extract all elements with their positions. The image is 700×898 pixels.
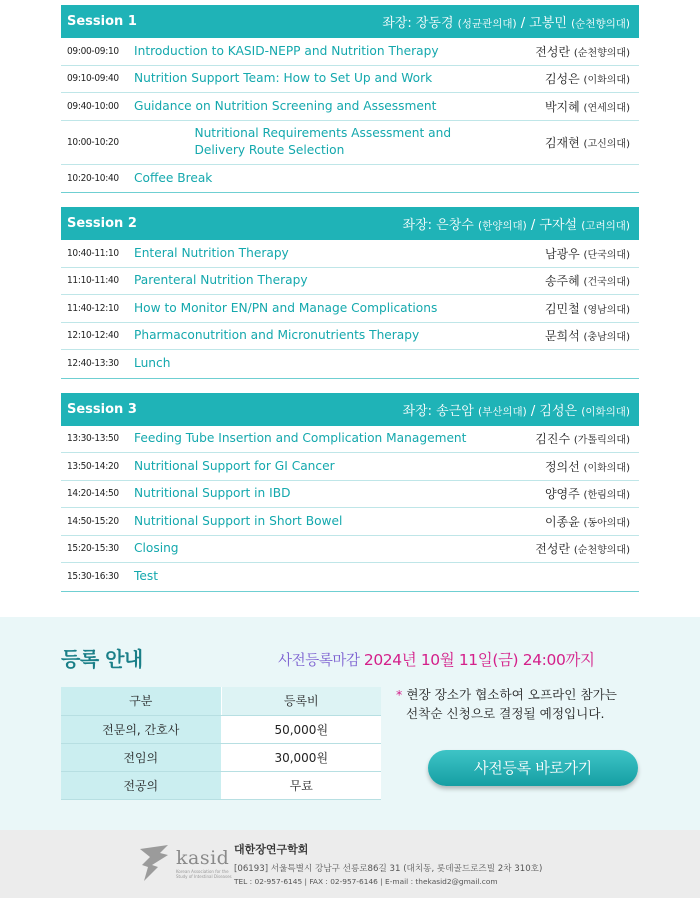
- chair-name: 고봉민: [529, 16, 567, 31]
- fee-header-fee: 등록비: [221, 687, 381, 715]
- speaker-name: 김민철: [544, 301, 580, 316]
- speaker-name: 김재현: [544, 135, 580, 150]
- speaker-name: 양영주: [544, 487, 580, 502]
- row-time: 15:30-16:30: [67, 571, 119, 583]
- speaker-name: 김성은: [544, 72, 580, 87]
- session-chairs: 좌장: 은창수 (한양의대) / 구자설 (고려의대): [402, 218, 630, 233]
- speaker-affiliation: (영남의대): [583, 304, 630, 316]
- row-topic: Parenteral Nutrition Therapy: [134, 273, 308, 288]
- chair-affiliation: (성균관의대): [457, 18, 517, 30]
- footer: [0, 830, 700, 898]
- speaker-name: 전성란: [535, 542, 571, 557]
- session-header: [61, 207, 639, 240]
- speaker-affiliation: (건국의대): [583, 277, 630, 289]
- speaker-affiliation: (순천향의대): [573, 47, 630, 59]
- session-block: [61, 207, 639, 379]
- row-speaker: [535, 430, 639, 447]
- chair-affiliation: (고려의대): [581, 220, 630, 232]
- row-topic: Lunch: [134, 356, 171, 371]
- fee-category: 전공의: [61, 771, 221, 799]
- session-header: [61, 5, 639, 38]
- logo-text: kasid: [176, 847, 230, 869]
- schedule-row: [61, 323, 639, 351]
- speaker-name: 박지혜: [544, 99, 580, 114]
- chair-prefix: 좌장:: [382, 16, 416, 31]
- row-time: 10:40-11:10: [67, 247, 119, 259]
- row-time: 09:00-09:10: [67, 45, 119, 57]
- row-speaker: [545, 70, 639, 87]
- fee-category: 전문의, 간호사: [61, 715, 221, 743]
- speaker-name: 남광우: [544, 246, 580, 261]
- schedule-row: [61, 426, 639, 454]
- note-line-2: 선착순 신청으로 결정될 예정입니다.: [406, 706, 605, 721]
- schedule-row: [61, 268, 639, 296]
- session-title: Session 1: [67, 14, 137, 29]
- speaker-affiliation: (순천향의대): [573, 545, 630, 557]
- session-block: [61, 393, 639, 592]
- speaker-affiliation: (가톨릭의대): [573, 435, 630, 447]
- speaker-name: 정의선: [544, 459, 580, 474]
- session-rows: [61, 426, 639, 592]
- registration-note: [396, 685, 617, 723]
- schedule-row: [61, 38, 639, 66]
- organization-name: 대한장연구학회: [234, 843, 309, 856]
- speaker-affiliation: (동아의대): [583, 517, 630, 529]
- session-title: Session 3: [67, 401, 137, 417]
- session-title: Session 2: [67, 216, 137, 231]
- row-topic: Pharmaconutrition and Micronutrients Therapy: [134, 328, 420, 343]
- row-topic: How to Monitor EN/PN and Manage Complications: [134, 300, 438, 315]
- row-speaker: [545, 245, 639, 262]
- row-speaker: [545, 134, 639, 151]
- row-topic: Nutritional Support in IBD: [134, 486, 291, 501]
- row-time: 09:40-10:00: [67, 100, 119, 112]
- fee-row: [61, 715, 381, 743]
- speaker-name: 이종윤: [544, 514, 580, 529]
- speaker-affiliation: (충남의대): [583, 332, 630, 344]
- row-time: 14:20-14:50: [67, 488, 119, 500]
- logo-subtext: Korean Association for the Study of Intestinal Diseases: [176, 869, 232, 879]
- fee-amount: 50,000원: [221, 715, 381, 743]
- note-star: *: [396, 687, 403, 702]
- speaker-affiliation: (단국의대): [583, 249, 630, 261]
- deadline-label: 사전등록마감: [278, 653, 360, 669]
- row-speaker: [545, 272, 639, 289]
- schedule-row: [61, 350, 639, 378]
- chair-affiliation: (한양의대): [477, 220, 527, 232]
- row-speaker: [535, 43, 639, 60]
- registration-section: [0, 617, 700, 830]
- speaker-affiliation: (고신의대): [583, 138, 630, 150]
- fee-amount: 무료: [221, 771, 381, 799]
- schedule-row: [61, 165, 639, 193]
- chair-prefix: 좌장:: [402, 218, 437, 233]
- chair-affiliation: (부산의대): [477, 405, 527, 418]
- fee-row: [61, 771, 381, 799]
- row-topic: Closing: [134, 541, 179, 556]
- row-speaker: [545, 327, 639, 344]
- row-topic: Test: [134, 569, 158, 584]
- row-time: 11:10-11:40: [67, 275, 119, 287]
- session-chairs: 좌장: 송근암 (부산의대) / 김성은 (이화의대): [402, 403, 630, 419]
- session-rows: [61, 38, 639, 193]
- row-speaker: [545, 98, 639, 115]
- chair-name: 구자설: [539, 218, 578, 233]
- speaker-name: 송주혜: [544, 274, 580, 289]
- row-topic: Nutritional Support in Short Bowel: [134, 513, 343, 528]
- schedule-row: [61, 295, 639, 323]
- row-speaker: [545, 458, 639, 475]
- kasid-logo: [138, 843, 232, 885]
- row-time: 11:40-12:10: [67, 302, 119, 314]
- row-topic: Coffee Break: [134, 170, 213, 185]
- organization-address: [06193] 서울특별시 강남구 선릉로86길 31 (대치동, 롯데골드로즈빌 2차 310호): [234, 864, 543, 874]
- session-schedule: [61, 5, 639, 606]
- schedule-row: [61, 536, 639, 564]
- kasid-emblem-icon: [138, 843, 174, 883]
- row-topic: Guidance on Nutrition Screening and Assessment: [134, 98, 437, 113]
- fee-table-header: [61, 687, 381, 715]
- row-topic: Feeding Tube Insertion and Complication Management: [134, 431, 467, 446]
- session-block: [61, 5, 639, 193]
- schedule-row: [61, 93, 639, 121]
- row-topic: Nutritional Requirements Assessment and Delivery Route Selection: [194, 126, 452, 157]
- speaker-affiliation: (이화의대): [583, 462, 630, 474]
- row-topic: Nutrition Support Team: How to Set Up and Work: [134, 71, 433, 86]
- fee-category: 전임의: [61, 743, 221, 771]
- chair-affiliation: (이화의대): [581, 405, 630, 418]
- chair-name: 장동경: [415, 16, 454, 31]
- pre-registration-button[interactable]: 사전등록 바로가기: [428, 750, 638, 786]
- speaker-name: 김진수: [535, 432, 571, 447]
- schedule-row: [61, 66, 639, 94]
- row-speaker: [545, 485, 639, 502]
- row-time: 10:00-10:20: [67, 136, 119, 148]
- session-chairs: 좌장: 장동경 (성균관의대) / 고봉민 (순천향의대): [382, 16, 630, 31]
- session-header: [61, 393, 639, 426]
- row-topic: Enteral Nutrition Therapy: [134, 245, 289, 260]
- row-speaker: [545, 300, 639, 317]
- speaker-name: 문희석: [544, 329, 580, 344]
- note-line-1: 현장 장소가 협소하여 오프라인 참가는: [406, 687, 617, 702]
- chair-name: 은창수: [436, 218, 474, 233]
- row-time: 12:10-12:40: [67, 330, 119, 342]
- schedule-row: [61, 563, 639, 591]
- row-time: 12:40-13:30: [67, 358, 119, 370]
- fee-row: [61, 743, 381, 771]
- row-time: 10:20-10:40: [67, 172, 119, 184]
- row-speaker: [545, 513, 639, 530]
- row-topic: Nutritional Support for GI Cancer: [134, 458, 335, 473]
- fee-table: [61, 687, 381, 800]
- speaker-name: 전성란: [535, 44, 571, 59]
- row-speaker: [535, 540, 639, 557]
- row-topic: Introduction to KASID-NEPP and Nutrition Therapy: [134, 43, 439, 58]
- schedule-row: [61, 508, 639, 536]
- deadline-value: 2024년 10월 11일(금) 24:00까지: [363, 651, 595, 669]
- chair-name: 김성은: [539, 403, 578, 419]
- organization-contact: TEL : 02-957-6145 | FAX : 02-957-6146 | E-mail : thekasid2@gmail.com: [234, 877, 498, 886]
- chair-name: 송근암: [436, 403, 474, 419]
- registration-title: 등록 안내: [61, 647, 143, 671]
- row-time: 14:50-15:20: [67, 515, 119, 527]
- speaker-affiliation: (한림의대): [583, 490, 630, 502]
- row-time: 13:50-14:20: [67, 460, 119, 472]
- schedule-row: [61, 121, 639, 165]
- session-rows: [61, 240, 639, 379]
- chair-affiliation: (순천향의대): [571, 18, 630, 30]
- schedule-row: [61, 481, 639, 509]
- chair-prefix: 좌장:: [402, 403, 437, 419]
- row-time: 13:30-13:50: [67, 433, 119, 445]
- speaker-affiliation: (이화의대): [583, 75, 630, 87]
- speaker-affiliation: (연세의대): [583, 102, 630, 114]
- row-time: 15:20-15:30: [67, 543, 119, 555]
- row-time: 09:10-09:40: [67, 73, 119, 85]
- fee-amount: 30,000원: [221, 743, 381, 771]
- schedule-row: [61, 453, 639, 481]
- schedule-row: [61, 240, 639, 268]
- fee-header-category: 구분: [61, 687, 221, 715]
- registration-deadline: [278, 648, 595, 670]
